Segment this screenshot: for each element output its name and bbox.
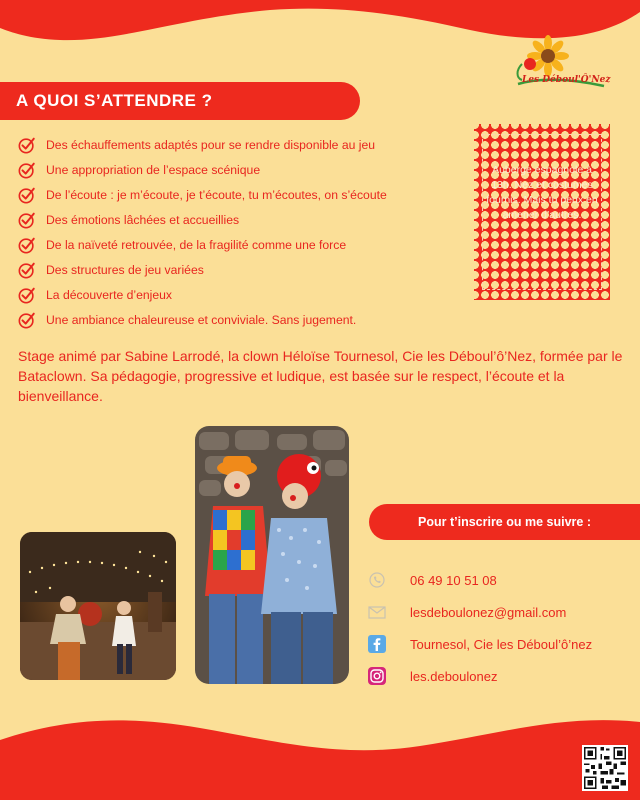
checklist-item-text: Des échauffements adaptés pour se rendre disponible au jeu [46,137,376,152]
facebook-icon [368,635,386,653]
contact-email[interactable] [368,601,566,623]
clowns-photo [195,426,349,684]
email-address: lesdeboulonez@gmail.com [410,604,567,620]
check-circle-icon [18,186,36,204]
check-circle-icon [18,136,36,154]
checklist-item [18,307,438,332]
description-paragraph: Stage animé par Sabine Larrodé, la clown Héloïse Tournesol, Cie les Déboul’ô’Nez, formée par le Bataclown. Sa pédagogie, progressive et ludique, est basée sur le respect, l’écoute et la bienveillance. [18,348,623,404]
contact-facebook[interactable] [368,633,592,655]
checklist-item [18,157,438,182]
check-circle-icon [18,211,36,229]
check-circle-icon [18,311,36,329]
checklist-item-text: La découverte d’enjeux [46,287,173,302]
phone-number: 06 49 10 51 08 [410,572,497,588]
instagram-handle: les.deboulonez [410,668,498,684]
checklist-item-text: Une appropriation de l’espace scénique [46,162,261,177]
checklist-item-text: Une ambiance chaleureuse et conviviale. Sans jugement. [46,312,357,327]
instagram-icon [368,667,386,685]
checklist-item [18,282,438,307]
phone-icon [368,571,386,589]
check-circle-icon [18,236,36,254]
facebook-name: Tournesol, Cie les Déboul’ô’nez [410,636,593,652]
sunflower-logo-icon [508,34,611,98]
logo-text: Les Déboul'Ô'Nez [522,75,611,85]
checklist-item-text: De l’écoute : je m’écoute, je t’écoute, tu m’écoutes, on s’écoute [46,187,387,202]
workshop-photo-room [20,532,176,680]
mail-icon [368,603,386,621]
checklist-item-text: De la naïveté retrouvée, de la fragilité comme une force [46,237,347,252]
check-circle-icon [18,161,36,179]
checklist-item-text: Des structures de jeu variées [46,262,204,277]
checklist-item [18,232,438,257]
section-title-banner [0,82,360,120]
stamp-text: Auberge espagnole à 13h. Nez et costumes fournis. Mais tu peux en amener d’autres. [486,164,598,221]
contact-heading: Pour t’inscrire ou me suivre : [418,515,591,529]
checklist-item [18,207,438,232]
checklist-item-text: Des émotions lâchées et accueillies [46,212,240,227]
contact-heading-banner [369,504,640,540]
check-circle-icon [18,261,36,279]
section-title: A QUOI S’ATTENDRE ? [16,91,213,110]
qr-code[interactable] [582,745,628,791]
checklist-item [18,257,438,282]
checklist-item [18,182,438,207]
check-circle-icon [18,286,36,304]
expectations-list [18,132,438,332]
contact-phone[interactable] [368,569,497,591]
checklist-item [18,132,438,157]
bottom-wave-decoration [0,700,640,800]
contact-instagram[interactable] [368,665,497,687]
